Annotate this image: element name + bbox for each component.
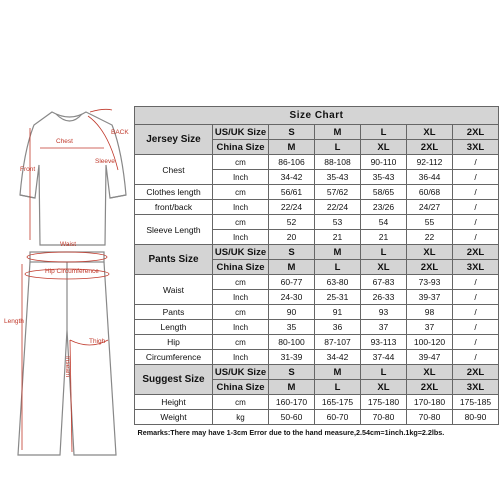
size-cell: S: [269, 365, 315, 380]
size-cell: L: [315, 380, 361, 395]
clothes-length-sublabel: front/back: [135, 200, 213, 215]
height-row-label: Height: [135, 395, 213, 410]
value-cell: 24-30: [269, 290, 315, 305]
china-size-label: China Size: [213, 380, 269, 395]
value-cell: 91: [315, 305, 361, 320]
size-cell: M: [315, 245, 361, 260]
value-cell: 57/62: [315, 185, 361, 200]
us-uk-size-label: US/UK Size: [213, 365, 269, 380]
value-cell: 37-44: [361, 350, 407, 365]
size-cell: L: [315, 140, 361, 155]
value-cell: 39-47: [407, 350, 453, 365]
jersey-size-heading: Jersey Size: [135, 125, 213, 155]
value-cell: 37: [361, 320, 407, 335]
value-cell: 37: [407, 320, 453, 335]
front-label: Front: [20, 166, 36, 173]
waist-row-label: Waist: [135, 275, 213, 305]
size-cell: 2XL: [453, 365, 499, 380]
unit-cell: cm: [213, 185, 269, 200]
size-cell: S: [269, 125, 315, 140]
pants-length-label: Pants: [135, 305, 213, 320]
value-cell: 50-60: [269, 410, 315, 425]
value-cell: 93-113: [361, 335, 407, 350]
value-cell: 88-108: [315, 155, 361, 170]
size-chart-table: [134, 106, 499, 439]
size-cell: 2XL: [453, 125, 499, 140]
value-cell: /: [453, 155, 499, 170]
value-cell: 67-83: [361, 275, 407, 290]
value-cell: 98: [407, 305, 453, 320]
value-cell: 86-106: [269, 155, 315, 170]
value-cell: 60-77: [269, 275, 315, 290]
unit-cell: Inch: [213, 230, 269, 245]
value-cell: /: [453, 185, 499, 200]
size-cell: 3XL: [453, 380, 499, 395]
unit-cell: cm: [213, 395, 269, 410]
value-cell: 80-100: [269, 335, 315, 350]
value-cell: /: [453, 215, 499, 230]
unit-cell: Inch: [213, 350, 269, 365]
value-cell: /: [453, 290, 499, 305]
size-cell: XL: [407, 125, 453, 140]
value-cell: 175-180: [361, 395, 407, 410]
value-cell: 22/24: [315, 200, 361, 215]
value-cell: 21: [361, 230, 407, 245]
value-cell: 60/68: [407, 185, 453, 200]
value-cell: /: [453, 305, 499, 320]
value-cell: /: [453, 350, 499, 365]
pants-size-heading: Pants Size: [135, 245, 213, 275]
pants-length-sublabel: Length: [135, 320, 213, 335]
size-cell: 2XL: [407, 380, 453, 395]
value-cell: 63-80: [315, 275, 361, 290]
size-cell: M: [315, 365, 361, 380]
value-cell: 175-185: [453, 395, 499, 410]
waist-label: Waist: [60, 241, 77, 248]
hip-sublabel: Circumference: [135, 350, 213, 365]
unit-cell: Inch: [213, 320, 269, 335]
size-illustration: [0, 0, 135, 500]
unit-cell: kg: [213, 410, 269, 425]
value-cell: /: [453, 335, 499, 350]
value-cell: 70-80: [361, 410, 407, 425]
value-cell: 58/65: [361, 185, 407, 200]
clothes-length-label: Clothes length: [135, 185, 213, 200]
back-label: BACK: [111, 129, 129, 136]
value-cell: 21: [315, 230, 361, 245]
china-size-label: China Size: [213, 140, 269, 155]
us-uk-size-label: US/UK Size: [213, 125, 269, 140]
value-cell: 93: [361, 305, 407, 320]
weight-row-label: Weight: [135, 410, 213, 425]
value-cell: 36: [315, 320, 361, 335]
value-cell: 73-93: [407, 275, 453, 290]
value-cell: 26-33: [361, 290, 407, 305]
value-cell: 22: [407, 230, 453, 245]
value-cell: 23/26: [361, 200, 407, 215]
value-cell: /: [453, 200, 499, 215]
size-cell: 3XL: [453, 140, 499, 155]
size-cell: 2XL: [407, 260, 453, 275]
value-cell: 34-42: [315, 350, 361, 365]
value-cell: 165-175: [315, 395, 361, 410]
size-cell: XL: [361, 260, 407, 275]
sleeve-length-label: Sleeve Length: [135, 215, 213, 245]
size-cell: 2XL: [453, 245, 499, 260]
value-cell: /: [453, 275, 499, 290]
size-cell: XL: [361, 380, 407, 395]
value-cell: /: [453, 320, 499, 335]
suggest-size-heading: Suggest Size: [135, 365, 213, 395]
value-cell: 54: [361, 215, 407, 230]
unit-cell: Inch: [213, 290, 269, 305]
value-cell: 56/61: [269, 185, 315, 200]
chest-label: Chest: [56, 138, 73, 145]
size-cell: L: [361, 365, 407, 380]
value-cell: 60-70: [315, 410, 361, 425]
value-cell: 80-90: [453, 410, 499, 425]
value-cell: 39-37: [407, 290, 453, 305]
unit-cell: cm: [213, 155, 269, 170]
length-label: Length: [4, 318, 24, 325]
garment-drawing: [0, 0, 135, 500]
unit-cell: cm: [213, 215, 269, 230]
value-cell: 90: [269, 305, 315, 320]
value-cell: 53: [315, 215, 361, 230]
value-cell: 24/27: [407, 200, 453, 215]
size-cell: M: [269, 260, 315, 275]
inseam-label: Inseam: [64, 356, 71, 378]
pants-outline: [18, 252, 116, 455]
size-cell: 2XL: [407, 140, 453, 155]
size-chart-title: Size Chart: [135, 107, 499, 125]
value-cell: 36-44: [407, 170, 453, 185]
value-cell: 100-120: [407, 335, 453, 350]
size-cell: XL: [407, 365, 453, 380]
value-cell: 90-110: [361, 155, 407, 170]
value-cell: 20: [269, 230, 315, 245]
china-size-label: China Size: [213, 260, 269, 275]
unit-cell: Inch: [213, 200, 269, 215]
value-cell: 31-39: [269, 350, 315, 365]
value-cell: 35: [269, 320, 315, 335]
value-cell: 34-42: [269, 170, 315, 185]
value-cell: 35-43: [315, 170, 361, 185]
unit-cell: cm: [213, 305, 269, 320]
size-cell: L: [361, 125, 407, 140]
size-cell: S: [269, 245, 315, 260]
size-cell: M: [269, 140, 315, 155]
size-cell: M: [269, 380, 315, 395]
value-cell: 55: [407, 215, 453, 230]
value-cell: 35-43: [361, 170, 407, 185]
hip-label: Hip Circumference: [45, 268, 99, 275]
size-cell: XL: [407, 245, 453, 260]
size-cell: L: [315, 260, 361, 275]
size-cell: 3XL: [453, 260, 499, 275]
value-cell: 22/24: [269, 200, 315, 215]
value-cell: 87-107: [315, 335, 361, 350]
unit-cell: cm: [213, 335, 269, 350]
value-cell: /: [453, 170, 499, 185]
value-cell: /: [453, 230, 499, 245]
chest-row-label: Chest: [135, 155, 213, 185]
sleeve-label: Sleeve: [95, 158, 115, 165]
value-cell: 170-180: [407, 395, 453, 410]
unit-cell: cm: [213, 275, 269, 290]
value-cell: 52: [269, 215, 315, 230]
size-cell: XL: [361, 140, 407, 155]
value-cell: 70-80: [407, 410, 453, 425]
value-cell: 25-31: [315, 290, 361, 305]
us-uk-size-label: US/UK Size: [213, 245, 269, 260]
size-cell: L: [361, 245, 407, 260]
unit-cell: Inch: [213, 170, 269, 185]
thigh-label: Thigh: [89, 338, 106, 345]
remarks-note: Remarks:There may have 1-3cm Error due to the hand measure,2.54cm=1inch.1kg=2.2lbs.: [135, 425, 499, 440]
value-cell: 160-170: [269, 395, 315, 410]
value-cell: 92-112: [407, 155, 453, 170]
size-cell: M: [315, 125, 361, 140]
hip-label: Hip: [135, 335, 213, 350]
